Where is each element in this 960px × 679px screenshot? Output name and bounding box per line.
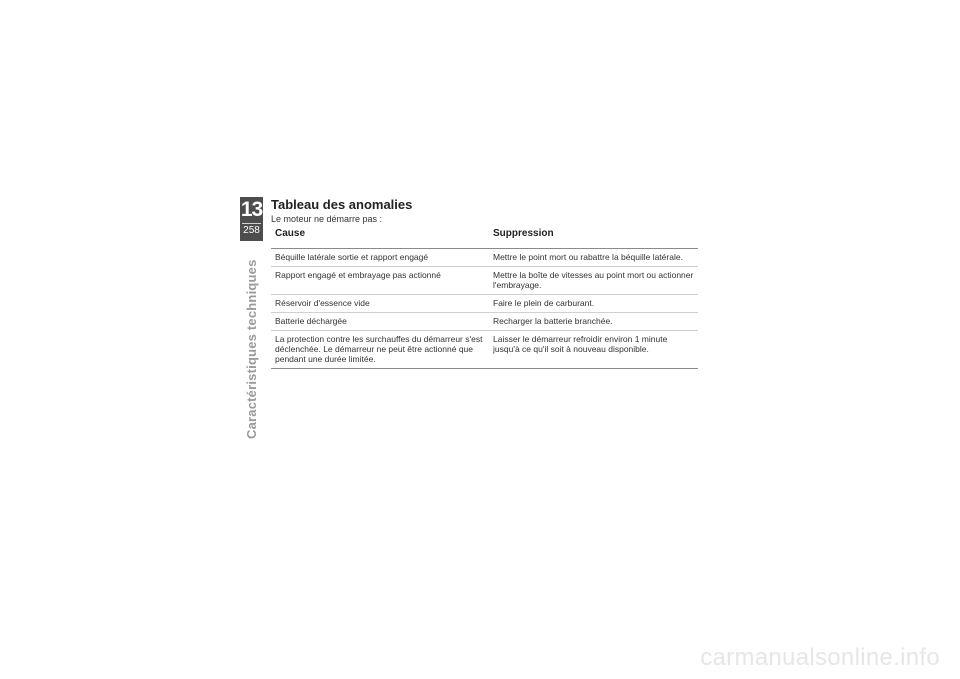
column-header-suppression: Suppression [489,226,698,249]
troubleshooting-table [271,226,698,369]
column-header-cause: Cause [271,226,489,249]
chapter-badge [240,197,263,241]
suppression-cell: Recharger la batterie branchée. [489,313,698,331]
suppression-cell: Laisser le démarreur refroidir environ 1 minute jusqu'à ce qu'il soit à nouveau disponible. [489,331,698,369]
table-row [271,331,698,369]
table-row [271,313,698,331]
cause-cell: La protection contre les surchauffes du démarreur s'est déclenchée. Le démarreur ne peut être actionné que pendant une durée limitée. [271,331,489,369]
chapter-side-title-container [244,259,260,455]
suppression-cell: Mettre la boîte de vitesses au point mort ou actionner l'embrayage. [489,267,698,295]
cause-cell: Batterie déchargée [271,313,489,331]
chapter-divider [242,223,261,224]
suppression-cell: Faire le plein de carburant. [489,295,698,313]
chapter-side-title: Caractéristiques techniques [244,259,259,439]
table-row [271,267,698,295]
troubleshooting-table-container [271,226,698,369]
table-header-row [271,226,698,249]
watermark: carmanualsonline.info [700,644,940,671]
section-title: Tableau des anomalies [271,197,413,212]
cause-cell: Réservoir d'essence vide [271,295,489,313]
cause-cell: Rapport engagé et embrayage pas actionné [271,267,489,295]
chapter-number: 13 [240,198,263,221]
suppression-cell: Mettre le point mort ou rabattre la béquille latérale. [489,249,698,267]
page-number: 258 [243,225,260,236]
table-row [271,249,698,267]
section-intro: Le moteur ne démarre pas : [271,214,383,224]
cause-cell: Béquille latérale sortie et rapport engagé [271,249,489,267]
table-row [271,295,698,313]
